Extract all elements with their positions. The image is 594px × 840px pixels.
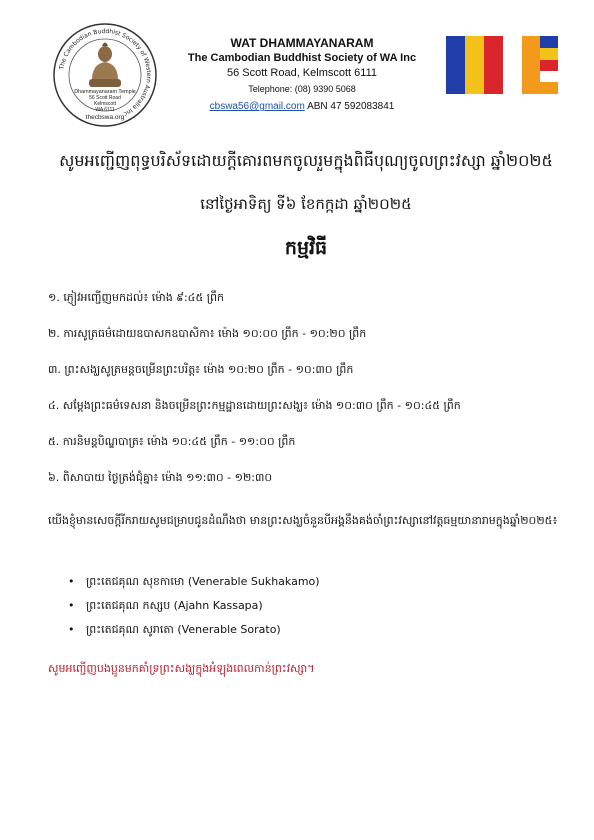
svg-text:WA 6111: WA 6111: [95, 107, 115, 113]
event-date: នៅថ្ងៃអាទិត្យ ទី៦ ខែកក្កដា ឆ្នាំ២០២៥: [200, 195, 412, 213]
monk-name: ព្រះតេជគុណ សុខកាមោ (Venerable Sukhakamo): [86, 575, 320, 588]
address: 56 Scott Road, Kelmscott 6111: [226, 67, 377, 79]
abn: ABN 47 592083841: [307, 101, 395, 112]
svg-text:Kelmscott: Kelmscott: [94, 101, 116, 107]
buddhist-flag-icon: [446, 36, 558, 94]
bullet-icon: •: [68, 575, 75, 588]
bullet-icon: •: [68, 599, 75, 612]
svg-text:Dhammayanaram Temple: Dhammayanaram Temple: [74, 89, 136, 95]
email-abn-line: [178, 100, 426, 113]
program-list: [48, 288, 568, 504]
list-item: [68, 570, 548, 594]
program-item: ១. ភ្ញៀវអញ្ជើញមកដល់៖ ម៉ោង ៩:៤៥ ព្រឹក: [48, 291, 224, 304]
program-item: ២. ការសូត្រធម៌ដោយឧបាសកឧបាសិកា៖ ម៉ោង ១០:០០ ព្រឹក - ១០:២០ ព្រឹក: [48, 327, 367, 340]
list-item: [68, 594, 548, 618]
society-name: The Cambodian Buddhist Society of WA Inc: [187, 52, 417, 64]
closing-invitation: សូមអញ្ជើញបងប្អូនមកគាំទ្រព្រះសង្ឃក្នុងអំឡុងពេលកាន់ព្រះវស្សា។: [48, 662, 315, 675]
svg-text:The Cambodian Buddhist Society: The Cambodian Buddhist Society of Western Australia Inc: [58, 27, 153, 118]
svg-text:56 Scott Road: 56 Scott Road: [89, 95, 121, 101]
announcement-paragraph: យើងខ្ញុំមានសេចក្តីរីករាយសូមជម្រាបជូនដំណឹងថា មានព្រះសង្ឃចំនួនបីអង្គនឹងគង់ចាំព្រះវស្សានៅវត្តធម្មយានារាមក្នុងឆ្នាំ២០២៥៖: [48, 514, 558, 527]
program-item: ៦. ពិសាបាយ ថ្ងៃត្រង់ជុំគ្នា៖ ម៉ោង ១១:៣០ - ១២:៣០: [48, 471, 273, 484]
temple-name: WAT DHAMMAYANARAM: [230, 36, 374, 50]
program-item: ៥. ការនិមន្តបិណ្ឌបាត្រ៖ ម៉ោង ១០:៤៥ ព្រឹក - ១១:០០ ព្រឹក: [48, 435, 296, 448]
monk-name: ព្រះតេជគុណ សូរាតោ (Venerable Sorato): [86, 623, 281, 636]
monk-name: ព្រះតេជគុណ កស្សប (Ajahn Kassapa): [86, 599, 263, 612]
program-item: ៣. ព្រះសង្ឃសូត្រមន្តចម្រើនព្រះបរិត្ត៖ ម៉ោង ១០:២០ ព្រឹក - ១០:៣០ ព្រឹក: [48, 363, 354, 376]
monks-list: [68, 570, 548, 642]
temple-seal-logo: [52, 22, 158, 128]
letterhead: [178, 36, 426, 113]
telephone: Telephone: (08) 9390 5068: [248, 84, 356, 94]
program-heading: កម្មវិធី: [284, 237, 328, 259]
list-item: [68, 618, 548, 642]
bullet-icon: •: [68, 623, 75, 636]
invitation-title: សូមអញ្ជើញពុទ្ធបរិស័ទដោយក្តីគោរពមកចូលរួមក្នុងពិធីបុណ្យចូលព្រះវស្សា ឆ្នាំ២០២៥: [59, 151, 553, 170]
svg-text:thecbswa.org: thecbswa.org: [85, 114, 125, 121]
program-item: ៤. សម្តែងព្រះធម៌ទេសនា និងចម្រើនព្រះកម្មដ្ឋានដោយព្រះសង្ឃ៖ ម៉ោង ១០:៣០ ព្រឹក - ១០:៤៥ ព្រឹក: [48, 399, 461, 412]
email-link[interactable]: cbswa56@gmail.com: [209, 101, 305, 112]
